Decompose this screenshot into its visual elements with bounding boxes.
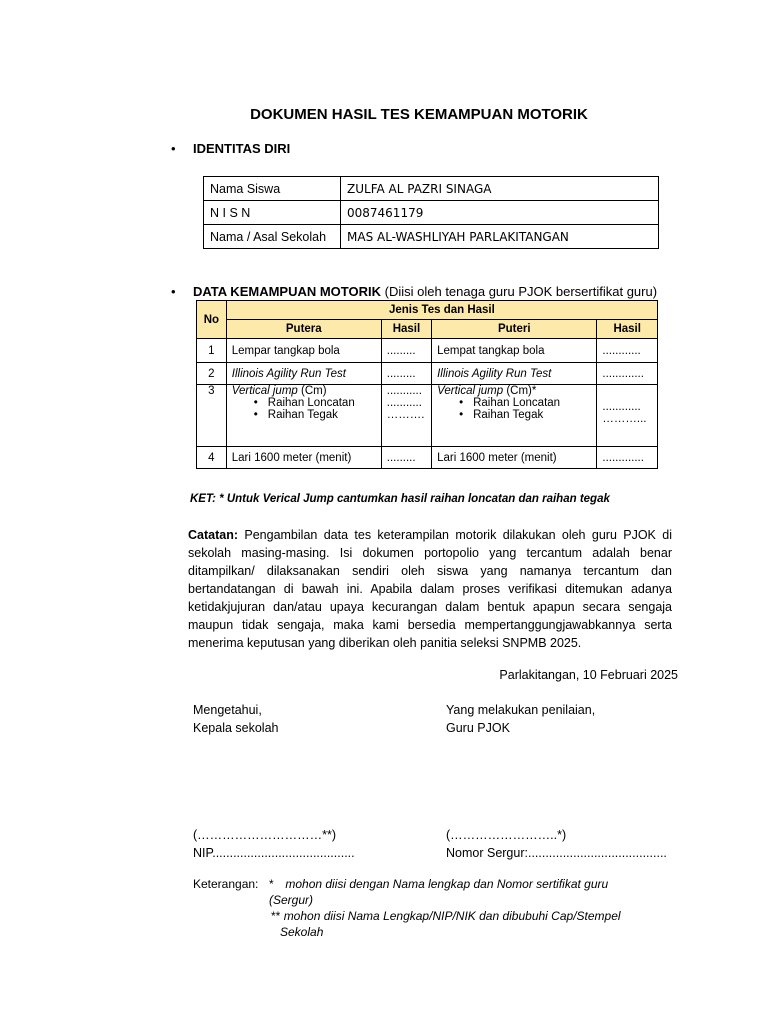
list-item: • Raihan Loncatan [473, 397, 591, 409]
table-row [197, 447, 658, 469]
result-puteri: ............ [597, 339, 658, 363]
table-row [197, 385, 658, 447]
section-heading-label: DATA KEMAMPUAN MOTORIK [193, 284, 382, 299]
signature-role: Kepala sekolah [193, 721, 279, 735]
signature-id-field: Nomor Sergur:........................................ [446, 846, 667, 860]
catatan-paragraph [188, 526, 672, 652]
signature-id-field: NIP......................................... [193, 846, 355, 860]
row-no: 4 [197, 447, 227, 469]
test-unit: (Cm)* [503, 385, 537, 397]
test-puteri: Lari 1600 meter (menit) [432, 447, 597, 469]
keterangan-notes [269, 876, 649, 940]
test-unit: (Cm) [297, 385, 327, 397]
signature-left [193, 701, 278, 737]
list-item: • Raihan Loncatan [268, 397, 376, 409]
motorik-table [196, 300, 658, 469]
signature-right-name [446, 826, 667, 862]
header-hasil: Hasil [381, 320, 431, 339]
result-puteri: ............. [597, 447, 658, 469]
identity-value: ZULFA AL PAZRI SINAGA [341, 177, 659, 201]
list-item: • Raihan Tegak [268, 409, 376, 421]
keterangan-label: Keterangan: [193, 877, 259, 891]
signature-line: Mengetahui, [193, 703, 262, 717]
sub-list [437, 397, 591, 421]
table-row [204, 225, 659, 249]
note-text: mohon diisi dengan Nama lengkap dan Nomor sertifikat guru (Sergur) [269, 877, 609, 907]
catatan-text: Pengambilan data tes keterampilan motorik dilakukan oleh guru PJOK di sekolah masing-masing. Isi dokumen portopolio yang tercantum adalah benar ditampilkan/ dilaksanakan sendiri oleh siswa yang namanya tercantum dan bertandatangan di bawah ini. Apabila dalam proses verifikasi ditemukan adanya ketidakjujuran dan/atau upaya kecurangan dalam bentuk apapun secara sengaja maupun tidak sengaja, maka kami bersedia mempertanggungjawabkannya serta menerima keputusan yang diberikan oleh panitia seleksi SNPMB 2025. [188, 528, 672, 650]
header-puteri: Puteri [432, 320, 597, 339]
keterangan [193, 876, 653, 939]
table-header-row [197, 301, 658, 320]
identity-label: Nama Siswa [204, 177, 341, 201]
identity-table [203, 176, 659, 249]
result-puteri [597, 385, 658, 447]
signature-name-field: (…………………………**) [193, 828, 337, 842]
catatan-label: Catatan: [188, 528, 239, 542]
signature-line: Yang melakukan penilaian, [446, 703, 596, 717]
test-putera [226, 385, 381, 447]
identity-value: 0087461179 [341, 201, 659, 225]
note-text: mohon diisi Nama Lengkap/NIP/NIK dan dibubuhi Cap/Stempel [283, 909, 621, 923]
identity-label: Nama / Asal Sekolah [204, 225, 341, 249]
signature-right [446, 701, 595, 737]
section-heading-motorik [193, 284, 657, 299]
signature-name-field: (……………………..*) [446, 828, 567, 842]
sub-list [232, 397, 376, 421]
header-putera: Putera [226, 320, 381, 339]
identity-label: N I S N [204, 201, 341, 225]
bullet-icon: • [171, 141, 176, 156]
result-line: ........... [386, 397, 422, 409]
result-line: ………... [602, 413, 647, 425]
test-putera: Illinois Agility Run Test [226, 363, 381, 385]
keterangan-line [271, 908, 649, 924]
note-mark: ** [271, 909, 281, 923]
test-puteri: Illinois Agility Run Test [432, 363, 597, 385]
row-no: 3 [197, 385, 227, 447]
result-putera [381, 385, 431, 447]
result-line: ………. [386, 409, 425, 421]
test-name: Vertical jump [231, 385, 298, 397]
keterangan-line: Sekolah [280, 925, 324, 939]
test-puteri: Lempat tangkap bola [432, 339, 597, 363]
section-heading-identitas: IDENTITAS DIRI [193, 141, 291, 156]
result-puteri: ............. [597, 363, 658, 385]
table-row [197, 363, 658, 385]
keterangan-line [269, 876, 649, 908]
note-mark: * [269, 877, 274, 891]
table-row [204, 177, 659, 201]
row-no: 2 [197, 363, 227, 385]
section-heading-note: (Diisi oleh tenaga guru PJOK bersertifikat guru) [384, 284, 658, 299]
list-item: • Raihan Tegak [473, 409, 591, 421]
signature-role: Guru PJOK [446, 721, 510, 735]
ket-note: KET: * Untuk Verical Jump cantumkan hasil raihan loncatan dan raihan tegak [190, 493, 610, 505]
test-putera: Lempar tangkap bola [226, 339, 381, 363]
test-putera: Lari 1600 meter (menit) [226, 447, 381, 469]
result-putera: ......... [381, 363, 431, 385]
result-line: ............ [602, 401, 641, 413]
header-group: Jenis Tes dan Hasil [226, 301, 657, 320]
test-puteri [432, 385, 597, 447]
document-title: DOKUMEN HASIL TES KEMAMPUAN MOTORIK [250, 106, 588, 123]
table-row [204, 201, 659, 225]
signature-left-name [193, 826, 355, 862]
header-no: No [197, 301, 227, 339]
result-putera: ......... [381, 339, 431, 363]
place-date: Parlakitangan, 10 Februari 2025 [499, 668, 678, 682]
row-no: 1 [197, 339, 227, 363]
result-line: ........... [386, 385, 422, 397]
header-hasil: Hasil [597, 320, 658, 339]
result-putera: ......... [381, 447, 431, 469]
table-row [197, 339, 658, 363]
table-header-row [197, 320, 658, 339]
bullet-icon: • [171, 284, 176, 299]
test-name: Vertical jump [437, 385, 504, 397]
identity-value: MAS AL-WASHLIYAH PARLAKITANGAN [341, 225, 659, 249]
